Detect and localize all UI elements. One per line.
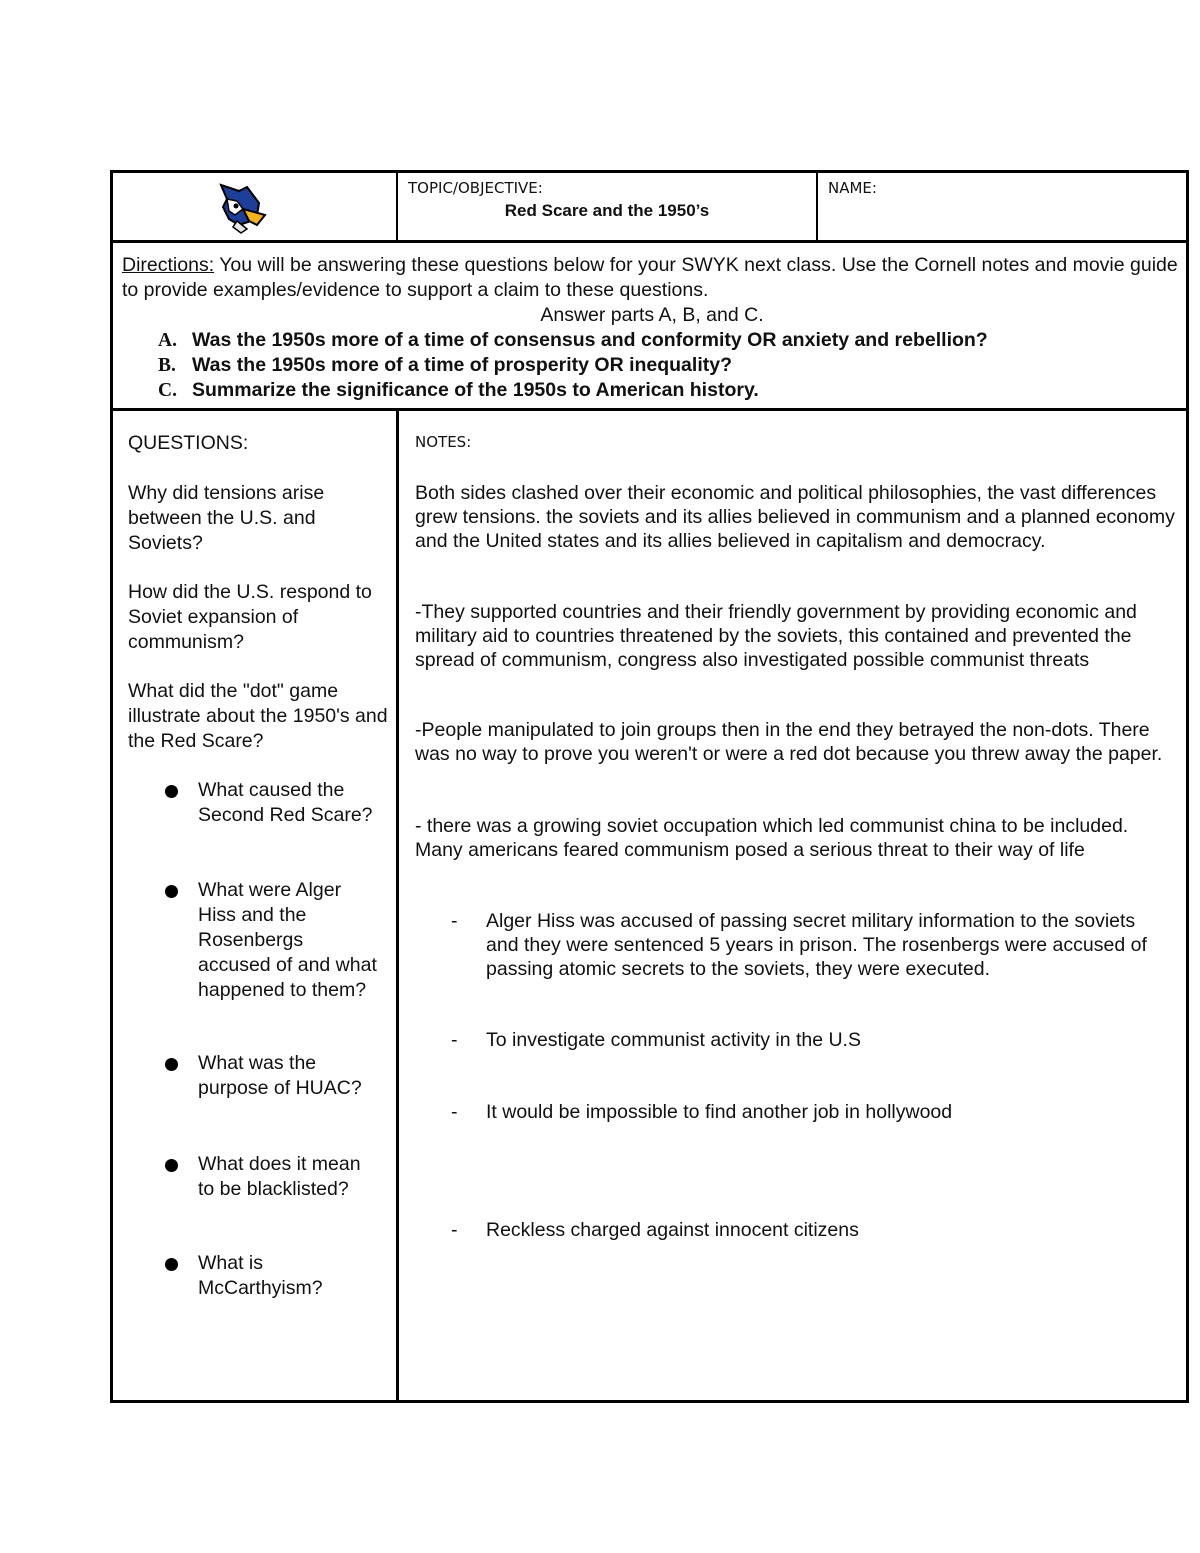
question-bullet	[165, 1152, 380, 1202]
bullet-text: What was the purpose of HUAC?	[198, 1052, 362, 1099]
question-letter: C.	[158, 380, 177, 401]
question-letter: B.	[158, 355, 176, 376]
bullet-text: What is McCarthyism?	[198, 1252, 323, 1299]
name-field[interactable]	[818, 173, 1186, 240]
question-bullet	[165, 1051, 380, 1101]
notes-dash-item	[451, 909, 1171, 981]
question-bullet	[165, 778, 380, 828]
bullet-dot-icon	[165, 1159, 178, 1172]
notes-paragraph: Both sides clashed over their economic and political philosophies, the vast differences grew tensions. the soviets and its allies believed in communism and a planned economy and the United states and its allies believed in capitalism and democracy.	[415, 482, 1175, 552]
notes-paragraph: - there was a growing soviet occupation which led communist china to be included. Many americans feared communism posed a serious threat to their way of life	[415, 815, 1129, 861]
directions-section	[113, 243, 1186, 411]
dash-text: It would be impossible to find another job in hollywood	[486, 1101, 953, 1123]
topic-label: TOPIC/OBJECTIVE:	[408, 179, 543, 197]
dash-mark: -	[451, 1029, 458, 1051]
question-bullet	[165, 878, 380, 1003]
dash-text: Reckless charged against innocent citizens	[486, 1219, 859, 1241]
notes-paragraph: -They supported countries and their friendly government by providing economic and military aid to countries threatened by the soviets, this contained and prevented the spread of communism, congress also investigated possible communist threats	[415, 601, 1137, 671]
question-item: What did the "dot" game illustrate about the 1950's and the Red Scare?	[128, 680, 388, 752]
dash-mark: -	[451, 1219, 458, 1241]
bluejay-mascot-icon	[213, 181, 273, 237]
notes-paragraph: -People manipulated to join groups then in the end they betrayed the non-dots. There was no way to prove you weren't or were a red dot because you threw away the paper.	[415, 719, 1163, 765]
question-letter: A.	[158, 330, 177, 351]
questions-label: QUESTIONS:	[128, 432, 249, 454]
question-item: How did the U.S. respond to Soviet expansion of communism?	[128, 581, 372, 653]
dash-mark: -	[451, 1101, 458, 1123]
cornell-notes-sheet	[110, 170, 1189, 1403]
directions-body: You will be answering these questions below for your SWYK next class. Use the Cornell notes and movie guide to provide examples/evidence to support a claim to these questions.	[122, 254, 1178, 301]
bullet-dot-icon	[165, 1258, 178, 1271]
directions-label: Directions:	[122, 254, 215, 276]
notes-dash-item	[451, 1100, 1171, 1124]
dash-text: Alger Hiss was accused of passing secret military information to the soviets and they were sentenced 5 years in prison. The rosenbergs were accused of passing atomic secrets to the soviets, they were executed.	[486, 910, 1147, 980]
question-text: Was the 1950s more of a time of prosperity OR inequality?	[192, 354, 732, 376]
topic-title: Red Scare and the 1950’s	[504, 201, 710, 220]
header-row	[113, 173, 1186, 243]
dash-mark: -	[451, 910, 458, 932]
directions-question	[122, 328, 1182, 353]
directions-paragraph	[122, 253, 1182, 303]
notes-dash-item	[451, 1028, 1171, 1052]
question-text: Summarize the significance of the 1950s to American history.	[192, 379, 759, 401]
notes-column	[399, 411, 1186, 1400]
question-bullet	[165, 1251, 380, 1301]
directions-question	[122, 378, 1182, 403]
question-item: Why did tensions arise between the U.S. and Soviets?	[128, 482, 325, 554]
bullet-text: What were Alger Hiss and the Rosenbergs accused of and what happened to them?	[198, 879, 377, 1001]
directions-question-list	[122, 328, 1182, 403]
answer-line: Answer parts A, B, and C.	[540, 304, 764, 326]
bullet-text: What caused the Second Red Scare?	[198, 779, 373, 826]
notes-label: NOTES:	[415, 433, 472, 451]
name-label: NAME:	[828, 179, 877, 197]
logo-cell	[113, 173, 398, 240]
bullet-dot-icon	[165, 785, 178, 798]
notes-dash-item	[451, 1218, 1171, 1242]
dash-text: To investigate communist activity in the U.S	[486, 1029, 861, 1051]
question-text: Was the 1950s more of a time of consensus and conformity OR anxiety and rebellion?	[192, 329, 988, 351]
topic-cell	[398, 173, 818, 240]
directions-question	[122, 353, 1182, 378]
questions-column	[113, 411, 399, 1400]
bullet-dot-icon	[165, 1058, 178, 1071]
bullet-text: What does it mean to be blacklisted?	[198, 1153, 361, 1200]
bullet-dot-icon	[165, 885, 178, 898]
directions-text	[122, 253, 1182, 403]
